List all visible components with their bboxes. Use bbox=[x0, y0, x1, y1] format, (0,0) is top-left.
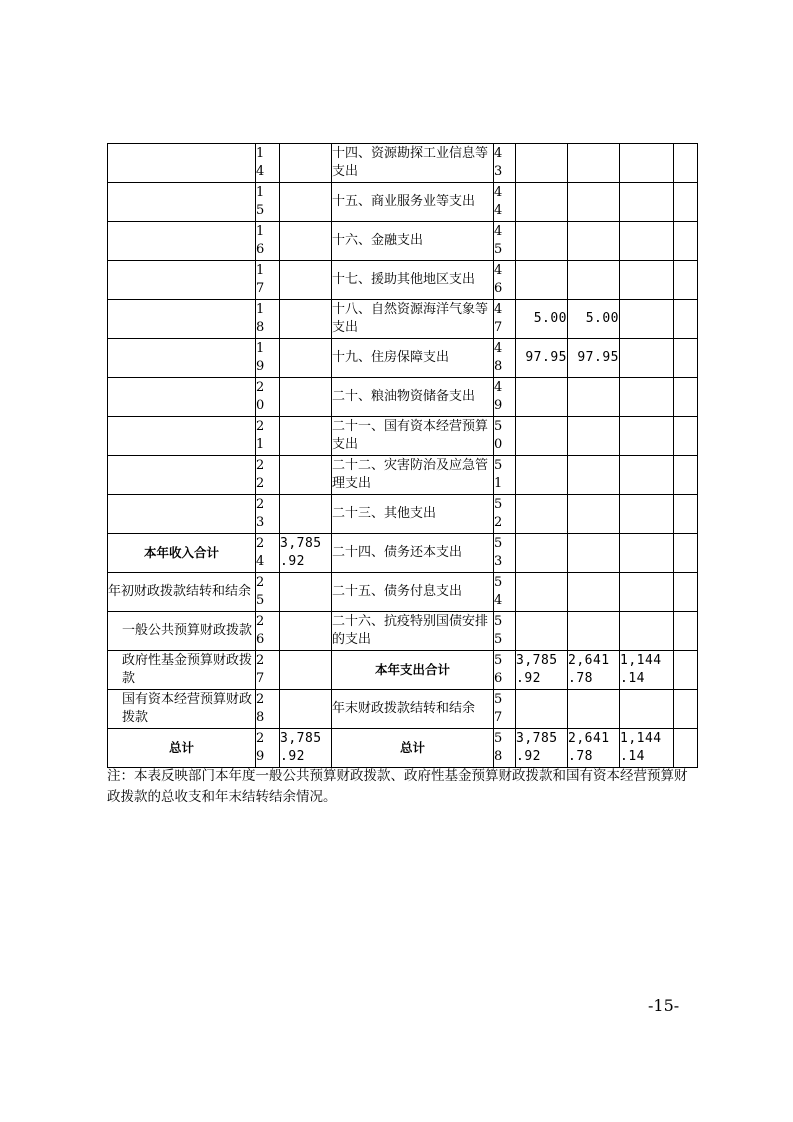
expense-total-amount bbox=[516, 417, 568, 456]
expense-basic-amount bbox=[568, 222, 620, 261]
expense-line-number-line: 5 bbox=[494, 692, 503, 707]
expense-line-number-line: 4 bbox=[494, 302, 503, 317]
blank-cell bbox=[674, 690, 698, 729]
table-row bbox=[108, 339, 698, 378]
income-amount bbox=[280, 612, 332, 651]
income-item-label bbox=[108, 300, 256, 339]
expense-total-amount bbox=[516, 456, 568, 495]
income-line-number bbox=[256, 261, 280, 300]
income-line-number bbox=[256, 495, 280, 534]
income-line-number-line: 1 bbox=[256, 146, 265, 161]
expense-project-amount bbox=[620, 534, 674, 573]
income-line-number-line: 7 bbox=[256, 281, 265, 296]
income-line-number-line: 2 bbox=[256, 458, 265, 473]
table-row bbox=[108, 690, 698, 729]
income-line-number bbox=[256, 378, 280, 417]
page-number: -15- bbox=[648, 996, 680, 1015]
income-amount bbox=[280, 417, 332, 456]
income-amount bbox=[280, 183, 332, 222]
income-item-label bbox=[108, 144, 256, 183]
expense-basic-amount bbox=[568, 378, 620, 417]
expense-item-label: 二十四、债务还本支出 bbox=[332, 534, 494, 573]
expense-line-number-line: 5 bbox=[494, 458, 503, 473]
table-row bbox=[108, 222, 698, 261]
expense-line-number-line: 5 bbox=[494, 419, 503, 434]
income-item-label bbox=[108, 261, 256, 300]
expense-line-number-line: 5 bbox=[494, 242, 503, 257]
income-amount-line: 3,785 bbox=[280, 536, 322, 551]
expense-project-amount bbox=[620, 378, 674, 417]
expense-item-label: 二十五、债务付息支出 bbox=[332, 573, 494, 612]
expense-project-amount bbox=[620, 183, 674, 222]
expense-line-number-line: 5 bbox=[494, 653, 503, 668]
expense-item-label: 总计 bbox=[332, 729, 494, 768]
expense-line-number bbox=[494, 534, 516, 573]
blank-cell bbox=[674, 573, 698, 612]
expense-basic-amount bbox=[568, 729, 620, 768]
income-line-number-line: 8 bbox=[256, 320, 265, 335]
income-amount bbox=[280, 573, 332, 612]
expense-total-amount bbox=[516, 651, 568, 690]
table-row bbox=[108, 729, 698, 768]
expense-basic-amount bbox=[568, 261, 620, 300]
expense-item-label: 十五、商业服务业等支出 bbox=[332, 183, 494, 222]
blank-cell bbox=[674, 144, 698, 183]
expense-project-amount bbox=[620, 339, 674, 378]
income-line-number bbox=[256, 573, 280, 612]
income-line-number bbox=[256, 456, 280, 495]
blank-cell bbox=[674, 534, 698, 573]
table-row bbox=[108, 456, 698, 495]
income-item-label bbox=[108, 378, 256, 417]
expense-basic-amount bbox=[568, 573, 620, 612]
expense-line-number bbox=[494, 339, 516, 378]
expense-total-amount: 97.95 bbox=[516, 339, 568, 378]
income-item-label: 政府性基金预算财政拨款 bbox=[108, 651, 256, 690]
income-line-number-line: 6 bbox=[256, 242, 265, 257]
expense-project-amount-line: .14 bbox=[620, 749, 645, 764]
expense-line-number-line: 4 bbox=[494, 380, 503, 395]
income-line-number-line: 2 bbox=[256, 380, 265, 395]
blank-cell bbox=[674, 729, 698, 768]
expense-total-amount bbox=[516, 261, 568, 300]
table-row bbox=[108, 417, 698, 456]
income-line-number-line: 2 bbox=[256, 536, 265, 551]
expense-line-number-line: 3 bbox=[494, 164, 503, 179]
expense-basic-amount bbox=[568, 651, 620, 690]
income-line-number-line: 1 bbox=[256, 302, 265, 317]
income-line-number-line: 5 bbox=[256, 203, 265, 218]
table-row bbox=[108, 573, 698, 612]
expense-total-amount bbox=[516, 222, 568, 261]
income-line-number-line: 2 bbox=[256, 653, 265, 668]
income-amount bbox=[280, 729, 332, 768]
expense-total-amount-line: 3,785 bbox=[516, 653, 558, 668]
expense-project-amount-line: .14 bbox=[620, 671, 645, 686]
income-line-number-line: 1 bbox=[256, 185, 265, 200]
blank-cell bbox=[674, 378, 698, 417]
table-body bbox=[108, 144, 698, 768]
income-amount bbox=[280, 651, 332, 690]
income-line-number-line: 1 bbox=[256, 263, 265, 278]
income-line-number bbox=[256, 417, 280, 456]
expense-line-number bbox=[494, 573, 516, 612]
expense-item-label: 十九、住房保障支出 bbox=[332, 339, 494, 378]
expense-line-number-line: 7 bbox=[494, 710, 503, 725]
income-item-label bbox=[108, 222, 256, 261]
table-row bbox=[108, 144, 698, 183]
expense-basic-amount: 5.00 bbox=[568, 300, 620, 339]
expense-line-number-line: 4 bbox=[494, 146, 503, 161]
expense-basic-amount bbox=[568, 183, 620, 222]
income-amount bbox=[280, 456, 332, 495]
income-line-number-line: 2 bbox=[256, 476, 265, 491]
income-line-number-line: 2 bbox=[256, 575, 265, 590]
expense-item-label: 二十、粮油物资储备支出 bbox=[332, 378, 494, 417]
expense-line-number-line: 4 bbox=[494, 263, 503, 278]
income-amount bbox=[280, 534, 332, 573]
income-item-label bbox=[108, 183, 256, 222]
expense-basic-amount bbox=[568, 534, 620, 573]
expense-line-number-line: 8 bbox=[494, 749, 503, 764]
expense-line-number bbox=[494, 417, 516, 456]
income-line-number bbox=[256, 612, 280, 651]
expense-line-number-line: 5 bbox=[494, 497, 503, 512]
table-row bbox=[108, 261, 698, 300]
income-item-label bbox=[108, 417, 256, 456]
blank-cell bbox=[674, 261, 698, 300]
income-item-label bbox=[108, 456, 256, 495]
expense-line-number bbox=[494, 222, 516, 261]
income-line-number-line: 9 bbox=[256, 749, 265, 764]
expense-line-number-line: 1 bbox=[494, 476, 503, 491]
expense-project-amount-line: 1,144 bbox=[620, 653, 662, 668]
expense-project-amount bbox=[620, 261, 674, 300]
expense-item-label: 十八、自然资源海洋气象等支出 bbox=[332, 300, 494, 339]
expense-basic-amount bbox=[568, 144, 620, 183]
table-row bbox=[108, 534, 698, 573]
expense-project-amount bbox=[620, 573, 674, 612]
table-row bbox=[108, 495, 698, 534]
income-line-number-line: 2 bbox=[256, 731, 265, 746]
income-amount-line: .92 bbox=[280, 749, 305, 764]
blank-cell bbox=[674, 612, 698, 651]
expense-basic-amount: 97.95 bbox=[568, 339, 620, 378]
income-item-label: 国有资本经营预算财政拨款 bbox=[108, 690, 256, 729]
expense-line-number bbox=[494, 612, 516, 651]
income-amount bbox=[280, 378, 332, 417]
expense-total-amount-line: .92 bbox=[516, 671, 541, 686]
expense-line-number-line: 4 bbox=[494, 341, 503, 356]
blank-cell bbox=[674, 651, 698, 690]
expense-line-number bbox=[494, 261, 516, 300]
expense-total-amount bbox=[516, 144, 568, 183]
income-line-number-line: 0 bbox=[256, 398, 265, 413]
income-line-number bbox=[256, 534, 280, 573]
expense-line-number-line: 6 bbox=[494, 671, 503, 686]
expense-basic-amount-line: 2,641 bbox=[568, 653, 610, 668]
expense-line-number-line: 3 bbox=[494, 554, 503, 569]
blank-cell bbox=[674, 300, 698, 339]
expense-line-number-line: 6 bbox=[494, 281, 503, 296]
expense-project-amount bbox=[620, 417, 674, 456]
expense-line-number bbox=[494, 378, 516, 417]
expense-project-amount bbox=[620, 651, 674, 690]
expense-basic-amount-line: .78 bbox=[568, 671, 593, 686]
income-line-number-line: 3 bbox=[256, 515, 265, 530]
expense-item-label: 十七、援助其他地区支出 bbox=[332, 261, 494, 300]
expense-total-amount: 5.00 bbox=[516, 300, 568, 339]
income-line-number-line: 9 bbox=[256, 359, 265, 374]
income-amount bbox=[280, 144, 332, 183]
income-item-label: 本年收入合计 bbox=[108, 534, 256, 573]
expense-line-number bbox=[494, 456, 516, 495]
budget-table bbox=[107, 143, 698, 768]
expense-line-number bbox=[494, 690, 516, 729]
expense-line-number-line: 5 bbox=[494, 614, 503, 629]
expense-line-number bbox=[494, 300, 516, 339]
expense-total-amount bbox=[516, 378, 568, 417]
expense-basic-amount bbox=[568, 612, 620, 651]
income-line-number-line: 1 bbox=[256, 224, 265, 239]
income-amount bbox=[280, 300, 332, 339]
expense-item-label: 十六、金融支出 bbox=[332, 222, 494, 261]
expense-project-amount bbox=[620, 456, 674, 495]
income-line-number bbox=[256, 339, 280, 378]
income-line-number-line: 4 bbox=[256, 164, 265, 179]
income-line-number-line: 2 bbox=[256, 614, 265, 629]
expense-total-amount bbox=[516, 183, 568, 222]
expense-total-amount bbox=[516, 573, 568, 612]
expense-total-amount bbox=[516, 690, 568, 729]
expense-total-amount bbox=[516, 612, 568, 651]
expense-total-amount-line: .92 bbox=[516, 749, 541, 764]
expense-line-number-line: 5 bbox=[494, 536, 503, 551]
expense-project-amount-line: 1,144 bbox=[620, 731, 662, 746]
expense-project-amount bbox=[620, 729, 674, 768]
expense-line-number-line: 4 bbox=[494, 593, 503, 608]
expense-line-number-line: 5 bbox=[494, 632, 503, 647]
expense-line-number-line: 0 bbox=[494, 437, 503, 452]
expense-line-number bbox=[494, 729, 516, 768]
blank-cell bbox=[674, 222, 698, 261]
expense-line-number bbox=[494, 144, 516, 183]
income-line-number-line: 1 bbox=[256, 437, 265, 452]
blank-cell bbox=[674, 183, 698, 222]
expense-line-number bbox=[494, 495, 516, 534]
expense-line-number-line: 2 bbox=[494, 515, 503, 530]
income-line-number bbox=[256, 222, 280, 261]
expense-basic-amount bbox=[568, 417, 620, 456]
income-line-number-line: 7 bbox=[256, 671, 265, 686]
income-amount bbox=[280, 339, 332, 378]
expense-item-label: 二十六、抗疫特别国债安排的支出 bbox=[332, 612, 494, 651]
expense-project-amount bbox=[620, 612, 674, 651]
table-note: 注：本表反映部门本年度一般公共预算财政拨款、政府性基金预算财政拨款和国有资本经营预算财政拨款的总收支和年末结转结余情况。 bbox=[107, 768, 688, 805]
income-item-label: 年初财政拨款结转和结余 bbox=[108, 573, 256, 612]
income-line-number bbox=[256, 729, 280, 768]
expense-item-label: 二十三、其他支出 bbox=[332, 495, 494, 534]
table-row bbox=[108, 612, 698, 651]
income-line-number-line: 2 bbox=[256, 497, 265, 512]
income-amount-line: 3,785 bbox=[280, 731, 322, 746]
expense-item-label: 二十一、国有资本经营预算支出 bbox=[332, 417, 494, 456]
expense-basic-amount-line: 2,641 bbox=[568, 731, 610, 746]
expense-project-amount bbox=[620, 144, 674, 183]
expense-project-amount bbox=[620, 222, 674, 261]
expense-item-label: 本年支出合计 bbox=[332, 651, 494, 690]
expense-line-number-line: 4 bbox=[494, 203, 503, 218]
table-row bbox=[108, 651, 698, 690]
expense-line-number-line: 7 bbox=[494, 320, 503, 335]
blank-cell bbox=[674, 339, 698, 378]
income-line-number-line: 2 bbox=[256, 419, 265, 434]
blank-cell bbox=[674, 456, 698, 495]
expense-line-number bbox=[494, 183, 516, 222]
expense-line-number-line: 4 bbox=[494, 185, 503, 200]
income-line-number-line: 4 bbox=[256, 554, 265, 569]
income-line-number bbox=[256, 300, 280, 339]
income-line-number-line: 1 bbox=[256, 341, 265, 356]
table-row bbox=[108, 183, 698, 222]
table-row bbox=[108, 378, 698, 417]
blank-cell bbox=[674, 417, 698, 456]
income-amount-line: .92 bbox=[280, 554, 305, 569]
expense-basic-amount-line: .78 bbox=[568, 749, 593, 764]
income-line-number-line: 6 bbox=[256, 632, 265, 647]
income-amount bbox=[280, 222, 332, 261]
expense-line-number-line: 4 bbox=[494, 224, 503, 239]
expense-total-amount bbox=[516, 729, 568, 768]
expense-item-label: 年末财政拨款结转和结余 bbox=[332, 690, 494, 729]
expense-total-amount bbox=[516, 534, 568, 573]
income-line-number bbox=[256, 690, 280, 729]
expense-basic-amount bbox=[568, 495, 620, 534]
expense-item-label: 二十二、灾害防治及应急管理支出 bbox=[332, 456, 494, 495]
table-row bbox=[108, 300, 698, 339]
expense-total-amount bbox=[516, 495, 568, 534]
income-line-number bbox=[256, 144, 280, 183]
income-amount bbox=[280, 261, 332, 300]
expense-basic-amount bbox=[568, 690, 620, 729]
income-line-number-line: 2 bbox=[256, 692, 265, 707]
expense-total-amount-line: 3,785 bbox=[516, 731, 558, 746]
blank-cell bbox=[674, 495, 698, 534]
expense-line-number bbox=[494, 651, 516, 690]
income-line-number bbox=[256, 651, 280, 690]
expense-project-amount bbox=[620, 495, 674, 534]
expense-line-number-line: 8 bbox=[494, 359, 503, 374]
income-item-label bbox=[108, 339, 256, 378]
expense-project-amount bbox=[620, 690, 674, 729]
income-line-number-line: 8 bbox=[256, 710, 265, 725]
income-item-label: 总计 bbox=[108, 729, 256, 768]
income-item-label bbox=[108, 495, 256, 534]
income-line-number bbox=[256, 183, 280, 222]
expense-basic-amount bbox=[568, 456, 620, 495]
expense-line-number-line: 5 bbox=[494, 731, 503, 746]
income-item-label: 一般公共预算财政拨款 bbox=[108, 612, 256, 651]
income-amount bbox=[280, 690, 332, 729]
income-line-number-line: 5 bbox=[256, 593, 265, 608]
expense-project-amount bbox=[620, 300, 674, 339]
expense-line-number-line: 9 bbox=[494, 398, 503, 413]
income-amount bbox=[280, 495, 332, 534]
expense-line-number-line: 5 bbox=[494, 575, 503, 590]
expense-item-label: 十四、资源勘探工业信息等支出 bbox=[332, 144, 494, 183]
